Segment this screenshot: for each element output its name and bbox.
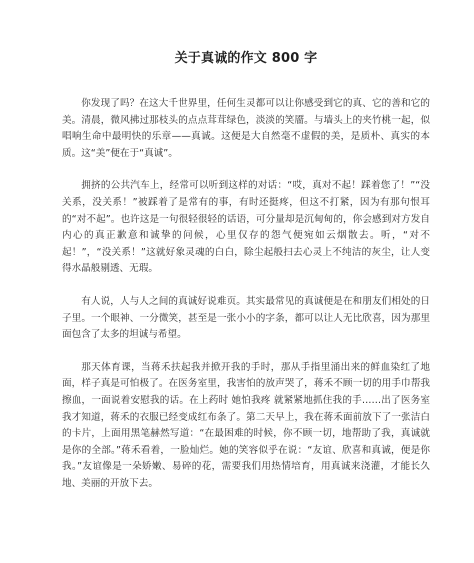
paragraph-2: 拥挤的公共汽车上，经常可以听到这样的对话：“哎，真对不起！踩着您了！”“没关系，没关系！”被踩着了是常有的事，有时还挺疼，但这不打紧，因为有那句恨耳的“对不起”。也许这是一句很轻很轻的话语，可分量却是沉甸甸的，你会感到对方发自内心的真正歉意和诚挚的问候，心里仅存的怨气便宛如云烟散去。听，“对不起！”，“没关系！”这就好象灵魂的白白，除尘起般扫去心灵上不纯洁的灰尘，让人变得水晶般剔透、无瑕。 xyxy=(62,180,430,275)
paragraph-3: 有人说，人与人之间的真诚好说难页。其实最常见的真诚便是在和朋友们相处的日子里。一个眼神、一分微笑，甚至是一张小小的字条，都可以让人无比欣喜，因为那里面包含了太多的坦诚与希望。 xyxy=(62,295,430,341)
paragraph-4: 那天体育课，当蒋禾扶起我并掀开我的手时，那从手指里涌出来的鲜血染红了地面，样子真是可怕极了。在医务室里，我害怕的放声哭了，蒋禾不顾一切的用手巾帮我擦血，一面说着安慰我的话。在上药时 她怕我疼 就紧紧地抓住我的手……出了医务室我才知道，蒋禾的衣服已经变成红布条了。第二天早上，我在蒋禾面前放下了一张洁白的卡片，上面用黑笔赫然写道：“在最困难的时候，你不顾一切，地帮助了我，真诚就是你的全部。”蒋禾看着，一脸灿烂。她的笑容似乎在说：“友谊、欣喜和真诚，便是你我。”友谊像是一朵娇嫩、易碎的花，需要我们用热情培育，用真诚来浇灌，才能长久地、美丽的开放下去。 xyxy=(62,361,430,489)
paragraph-1: 你发现了吗？在这大千世界里，任何生灵都可以让你感受到它的真、它的善和它的美。清晨，微风拂过那枝头的点点茸茸绿色，淡淡的笑靥。与墙头上的夹竹桃一起，似唱响生命中最明快的乐章——真诚。这便是大自然毫不虚假的美，是质朴、真实的本质。这“美”便在于“真诚”。 xyxy=(62,98,430,159)
document-title: 关于真诚的作文 800 字 xyxy=(174,51,318,66)
